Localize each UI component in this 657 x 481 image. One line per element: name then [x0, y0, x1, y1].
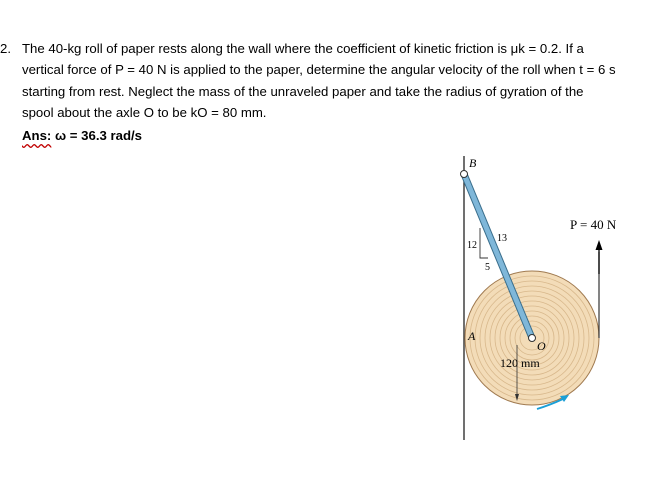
- problem-line-4: spool about the axle O to be kO = 80 mm.: [22, 105, 267, 120]
- slope-hypotenuse: 13: [497, 233, 507, 244]
- label-o: O: [537, 339, 546, 353]
- label-a: A: [468, 329, 476, 343]
- answer: [22, 126, 142, 146]
- force-label: P = 40 N: [570, 217, 617, 232]
- problem-line-3: starting from rest. Neglect the mass of the unraveled paper and take the radius of gyration of the: [22, 84, 584, 99]
- problem-number: 2.: [0, 41, 11, 56]
- radius-label: 120 mm: [500, 356, 540, 370]
- force-arrow-icon: [596, 240, 603, 274]
- problem-line-2: vertical force of P = 40 N is applied to the paper, determine the angular velocity of the roll when t = 6 s: [22, 62, 616, 77]
- slope-horizontal: 5: [485, 262, 490, 273]
- roll-diagram: [420, 150, 650, 450]
- label-b: B: [469, 156, 477, 170]
- slope-vertical: 12: [467, 240, 477, 251]
- problem-line-1: The 40-kg roll of paper rests along the wall where the coefficient of kinetic friction is μk = 0.2. If a: [22, 41, 584, 56]
- figure: [420, 150, 650, 455]
- answer-label: Ans:: [22, 128, 52, 143]
- answer-value: ω = 36.3 rad/s: [51, 128, 142, 143]
